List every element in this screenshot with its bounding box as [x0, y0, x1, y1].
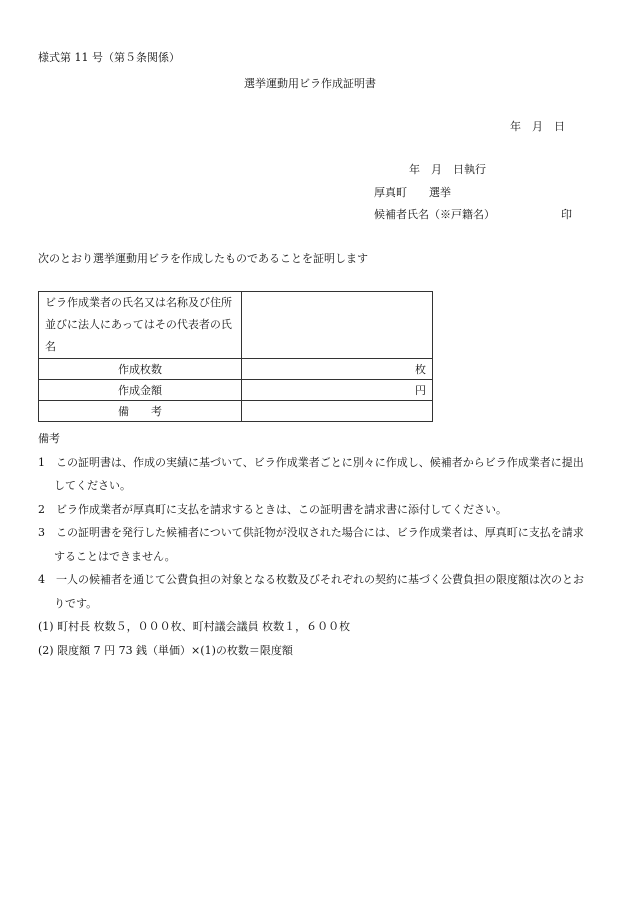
note-item-3: 3 この証明書を発行した候補者について供託物が没収された場合には、ビラ作成業者は、厚真町に支払を請求することはできません。	[38, 526, 584, 563]
vendor-label-cell: ビラ作成業者の氏名又は名称及び住所並びに法人にあってはその代表者の氏名	[39, 292, 242, 359]
table-row	[39, 380, 433, 401]
notes-heading: 備考	[38, 432, 60, 445]
notes-section	[38, 427, 594, 662]
election-name: 厚真町 選挙	[374, 186, 451, 199]
form-number: 様式第 11 号（第５条関係）	[38, 51, 180, 64]
table-row	[39, 292, 433, 359]
count-label-cell: 作成枚数	[39, 359, 242, 380]
count-unit-cell: 枚	[242, 359, 433, 380]
document-title: 選挙運動用ビラ作成証明書	[244, 77, 376, 90]
certification-statement: 次のとおり選挙運動用ビラを作成したものであることを証明します	[38, 252, 368, 265]
note-item-4: 4 一人の候補者を通じて公費負担の対象となる枚数及びそれぞれの契約に基づく公費負担の限度額は次のとおりです。	[38, 573, 584, 610]
table-row	[39, 359, 433, 380]
seal-mark: 印	[561, 208, 572, 221]
certificate-table	[38, 291, 433, 422]
election-execution-date: 年 月 日執行	[409, 163, 486, 176]
note-sub-1: (1) 町村長 枚数５，０００枚、町村議会議員 枚数１，６００枚	[38, 620, 351, 633]
table-row	[39, 401, 433, 422]
document-date: 年 月 日	[510, 120, 565, 133]
amount-label-cell: 作成金額	[39, 380, 242, 401]
note-item-1: 1 この証明書は、作成の実績に基づいて、ビラ作成業者ごとに別々に作成し、候補者からビラ作成業者に提出してください。	[38, 455, 584, 492]
candidate-name-label: 候補者氏名（※戸籍名）	[374, 208, 495, 221]
note-sub-2: (2) 限度額 7 円 73 銭（単価）×(1)の枚数＝限度額	[38, 643, 293, 657]
amount-unit-cell: 円	[242, 380, 433, 401]
vendor-value-cell	[242, 292, 433, 359]
remarks-label-cell: 備 考	[39, 401, 242, 422]
remarks-value-cell	[242, 401, 433, 422]
note-item-2: 2 ビラ作成業者が厚真町に支払を請求するときは、この証明書を請求書に添付してください。	[38, 502, 507, 516]
